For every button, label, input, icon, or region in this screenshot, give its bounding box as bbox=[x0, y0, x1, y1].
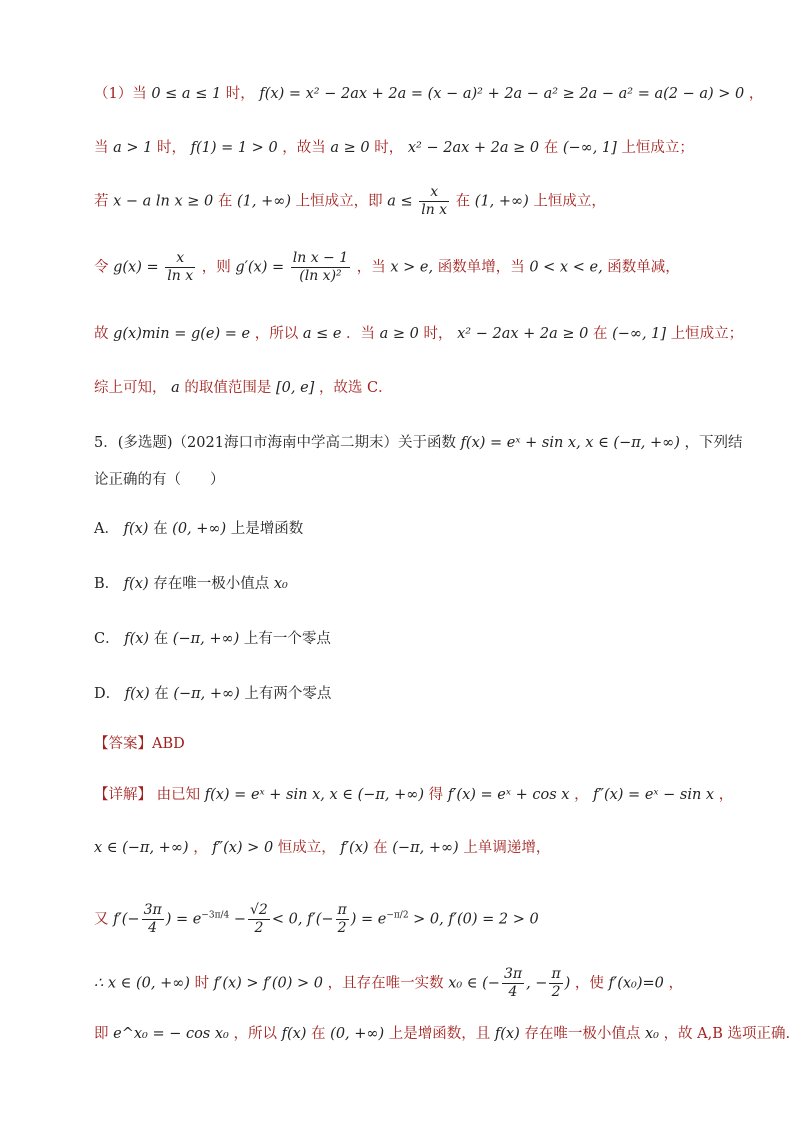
math: f′(− bbox=[113, 911, 140, 928]
text: 又 bbox=[94, 911, 109, 928]
text: ， bbox=[718, 787, 734, 803]
fraction-numerator: ln x − 1 bbox=[292, 250, 349, 266]
detail-line-1 bbox=[94, 785, 733, 805]
detail-line-2 bbox=[94, 838, 550, 858]
fraction bbox=[419, 184, 449, 219]
text: 上恒成立， bbox=[533, 193, 606, 210]
text: ， bbox=[668, 975, 683, 992]
text: 上恒成立，即 bbox=[295, 193, 383, 210]
math: e^x₀ = − cos x₀ bbox=[113, 1026, 229, 1042]
fraction-denominator: 4 bbox=[148, 920, 158, 936]
text: 恒成立， bbox=[277, 840, 336, 856]
math: 0 < x < e, bbox=[529, 259, 603, 276]
text: 得 bbox=[428, 787, 444, 803]
text: 上是增函数 bbox=[230, 521, 304, 537]
math: 0 ≤ a ≤ 1 bbox=[151, 86, 222, 102]
text: ．当 bbox=[346, 326, 376, 342]
math: x₀ bbox=[273, 576, 288, 592]
exponent: −3π/4 bbox=[201, 910, 230, 921]
question-stem-line-1 bbox=[94, 433, 742, 453]
text: 的取值范围是 bbox=[184, 380, 272, 396]
math: − bbox=[233, 911, 247, 928]
text: 在 bbox=[592, 326, 608, 342]
option-b bbox=[94, 574, 288, 594]
fraction-denominator: 2 bbox=[337, 920, 347, 936]
option-label: C． bbox=[94, 631, 120, 647]
text: ，下列结 bbox=[684, 435, 743, 451]
fraction-denominator: 4 bbox=[508, 984, 518, 1000]
solution-line-2 bbox=[94, 138, 694, 158]
option-a bbox=[94, 519, 303, 539]
math: > 0, f′(0) = 2 > 0 bbox=[413, 911, 539, 928]
math: f(1) = 1 > 0 bbox=[190, 140, 278, 156]
detail-line-3 bbox=[94, 902, 539, 937]
math: f′(x) > f′(0) > 0 bbox=[213, 975, 323, 992]
fraction-numerator: 3π bbox=[143, 902, 162, 918]
text: 在 bbox=[373, 840, 388, 856]
text: 在 bbox=[543, 140, 559, 156]
fraction-denominator: ln x bbox=[421, 202, 448, 218]
text: 函数单增，当 bbox=[437, 259, 525, 276]
text: 5．(多选题)（2021海口市海南中学高二期末）关于函数 bbox=[94, 435, 456, 451]
solution-line-3 bbox=[94, 184, 606, 219]
math: f(x) bbox=[124, 631, 150, 647]
text: 函数单减， bbox=[607, 259, 680, 276]
text: 当 bbox=[94, 140, 109, 156]
math: x² − 2ax + 2a ≥ 0 bbox=[457, 326, 589, 342]
detail-tag: 【详解】 bbox=[94, 787, 152, 803]
math: (−∞, 1] bbox=[612, 326, 667, 342]
math: , − bbox=[526, 975, 548, 992]
text: ，使 bbox=[574, 975, 604, 992]
math: f′(x) = eˣ + cos x bbox=[447, 787, 570, 803]
text: ，故当 bbox=[282, 140, 326, 156]
math: f(x) bbox=[281, 1026, 307, 1042]
text: 由已知 bbox=[156, 787, 201, 803]
fraction bbox=[248, 902, 270, 937]
option-label: A． bbox=[94, 521, 119, 537]
fraction bbox=[502, 966, 524, 1001]
fraction-denominator: ln x bbox=[167, 268, 194, 284]
math: (0, +∞) bbox=[330, 1026, 385, 1042]
text: 综上可知， bbox=[94, 380, 167, 396]
text: 在 bbox=[217, 193, 233, 210]
fraction bbox=[336, 902, 349, 937]
math: g(x) = bbox=[113, 259, 159, 276]
detail-line-5 bbox=[94, 1024, 790, 1044]
text: ， bbox=[748, 86, 764, 102]
math: (−∞, 1] bbox=[562, 140, 617, 156]
math: (0, +∞) bbox=[172, 521, 227, 537]
text: 在 bbox=[153, 631, 169, 647]
math: f″(x) > 0 bbox=[212, 840, 274, 856]
math: a ≥ 0 bbox=[379, 326, 419, 342]
text: 在 bbox=[153, 521, 168, 537]
math: (1, +∞) bbox=[474, 193, 529, 210]
answer-line bbox=[94, 734, 185, 754]
text: 时， bbox=[374, 140, 404, 156]
text: 时， bbox=[156, 140, 186, 156]
exponent: −π/2 bbox=[386, 910, 409, 921]
text: 上恒成立； bbox=[670, 326, 744, 342]
fraction-numerator: π bbox=[337, 902, 347, 918]
text: ，故选 C． bbox=[318, 380, 393, 396]
math: f(x) bbox=[494, 1026, 520, 1042]
math: (1, +∞) bbox=[236, 193, 291, 210]
text: 故 bbox=[94, 326, 109, 342]
text: 存在唯一极小值点 bbox=[153, 576, 270, 592]
math: ) bbox=[564, 975, 571, 992]
option-d bbox=[94, 684, 331, 704]
text: ，所以 bbox=[254, 326, 299, 342]
math: f″(x) = eˣ − sin x bbox=[593, 787, 715, 803]
math: (−π, +∞) bbox=[173, 686, 240, 702]
text: 存在唯一极小值点 bbox=[524, 1026, 641, 1042]
math: x₀ bbox=[644, 1026, 659, 1042]
math: a ≤ e bbox=[302, 326, 342, 342]
math: f(x) bbox=[123, 576, 149, 592]
detail-line-4 bbox=[94, 966, 683, 1001]
math: x > e, bbox=[390, 259, 434, 276]
text: 在 bbox=[154, 686, 169, 702]
text: 时 bbox=[194, 975, 210, 992]
math: f(x) bbox=[124, 686, 150, 702]
text: 在 bbox=[311, 1026, 326, 1042]
fraction-numerator: x bbox=[165, 250, 195, 268]
math: ∴ x ∈ (0, +∞) bbox=[94, 975, 190, 992]
math: f(x) = eˣ + sin x, x ∈ (−π, +∞) bbox=[460, 435, 680, 451]
math: a ≥ 0 bbox=[330, 140, 370, 156]
math: g(x)min = g(e) = e bbox=[113, 326, 251, 342]
math: (−π, +∞) bbox=[392, 840, 459, 856]
text: 若 bbox=[94, 193, 109, 210]
text: ，当 bbox=[356, 259, 386, 276]
text: ，所以 bbox=[233, 1026, 277, 1042]
text: 上有一个零点 bbox=[243, 631, 331, 647]
solution-line-5 bbox=[94, 324, 743, 344]
fraction-denominator: (ln x)² bbox=[299, 268, 342, 284]
fraction-denominator: 2 bbox=[254, 920, 264, 936]
math: x ∈ (−π, +∞) bbox=[94, 840, 189, 856]
fraction bbox=[142, 902, 164, 937]
math: a > 1 bbox=[113, 140, 153, 156]
text: ，且存在唯一实数 bbox=[327, 975, 444, 992]
math: < 0, f′(− bbox=[271, 911, 334, 928]
text: ， bbox=[574, 787, 589, 803]
question-stem-line-2 bbox=[94, 470, 225, 490]
math: f′(x₀)=0 bbox=[608, 975, 664, 992]
math: (−π, +∞) bbox=[172, 631, 240, 647]
fraction-numerator: √2 bbox=[250, 902, 268, 918]
text: 即 bbox=[94, 1026, 109, 1042]
fraction bbox=[165, 250, 195, 285]
fraction-numerator: 3π bbox=[503, 966, 523, 982]
text: 上单调递增， bbox=[463, 840, 551, 856]
solution-line-4 bbox=[94, 250, 680, 285]
fraction bbox=[549, 966, 562, 1001]
option-label: D． bbox=[94, 686, 121, 702]
text: 论正确的有（ ） bbox=[94, 472, 225, 488]
text: 时， bbox=[225, 86, 255, 102]
math: g′(x) = bbox=[235, 259, 285, 276]
fraction-numerator: π bbox=[551, 966, 561, 982]
text: ，故 A,B 选项正确. bbox=[663, 1026, 791, 1042]
answer-tag: 【答案】 bbox=[94, 736, 152, 752]
math: x − a ln x ≥ 0 bbox=[113, 193, 214, 210]
math: x₀ ∈ (− bbox=[448, 975, 500, 992]
option-label: B． bbox=[94, 576, 120, 592]
text: 时， bbox=[423, 326, 453, 342]
text: 令 bbox=[94, 259, 109, 276]
math: f(x) bbox=[123, 521, 149, 537]
solution-line-6 bbox=[94, 378, 393, 398]
text: 上恒成立； bbox=[621, 140, 694, 156]
text: ， bbox=[193, 840, 208, 856]
text: 上有两个零点 bbox=[244, 686, 332, 702]
math: f(x) = x² − 2ax + 2a = (x − a)² + 2a − a² ≥ 2a − a² = a(2 − a) > 0 bbox=[259, 86, 745, 102]
fraction-denominator: 2 bbox=[551, 984, 561, 1000]
text: ，则 bbox=[201, 259, 231, 276]
math: a bbox=[171, 380, 180, 396]
text: 上是增函数，且 bbox=[388, 1026, 491, 1042]
answer-value: ABD bbox=[152, 736, 185, 752]
math: a ≤ bbox=[387, 193, 413, 210]
solution-line-1 bbox=[94, 84, 763, 104]
math: ) = e bbox=[165, 911, 202, 928]
math: ) = e bbox=[350, 911, 387, 928]
fraction-numerator: x bbox=[419, 184, 449, 202]
option-c bbox=[94, 629, 331, 649]
text: 在 bbox=[455, 193, 471, 210]
text: （1）当 bbox=[94, 86, 147, 102]
math: f′(x) bbox=[340, 840, 369, 856]
math: x² − 2ax + 2a ≥ 0 bbox=[407, 140, 540, 156]
math: f(x) = eˣ + sin x, x ∈ (−π, +∞) bbox=[204, 787, 425, 803]
math: [0, e] bbox=[275, 380, 315, 396]
fraction bbox=[291, 250, 350, 285]
